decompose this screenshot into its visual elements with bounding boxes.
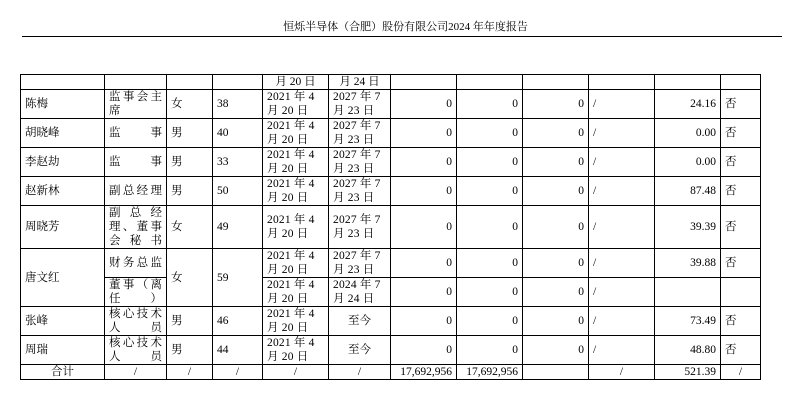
cell-name: 李赵劫: [21, 148, 105, 177]
cell-reason: /: [589, 148, 655, 177]
table-row: [21, 119, 761, 148]
cell-pay: 521.39: [655, 365, 721, 380]
cell-pay: 39.39: [655, 206, 721, 249]
cell-reason: /: [589, 249, 655, 278]
cell-age: 40: [213, 119, 263, 148]
cell-gender: 男: [167, 307, 213, 336]
table-body: [21, 90, 761, 249]
cell-b: 0: [457, 307, 523, 336]
cell-start: 2021 年 4 月 20 日: [263, 90, 329, 119]
cell-a: 0: [391, 278, 457, 307]
cell-reason: /: [589, 336, 655, 365]
cell-pay: 39.88: [655, 249, 721, 278]
cell-age: 46: [213, 307, 263, 336]
cell-age: 33: [213, 148, 263, 177]
cell-end: /: [329, 365, 391, 380]
cell-title: /: [105, 365, 167, 380]
cell-c: 0: [523, 249, 589, 278]
cell-title: 核心技术人员: [105, 307, 167, 336]
cell-a: 0: [391, 177, 457, 206]
cell-start: 2021 年 4 月 20 日: [263, 148, 329, 177]
cell-gender: 女: [167, 90, 213, 119]
cell-reason: /: [589, 90, 655, 119]
cell-related: 否: [721, 119, 761, 148]
cell-end: 2027 年 7 月 23 日: [329, 206, 391, 249]
cell-start: 月 20 日: [263, 75, 329, 90]
table-body: [21, 307, 761, 365]
cell-title: 核心技术人员: [105, 336, 167, 365]
cell-c: 0: [523, 148, 589, 177]
cell-end: 2024 年 7 月 24 日: [329, 278, 391, 307]
cell-c: 0: [523, 307, 589, 336]
cell-name: 赵新林: [21, 177, 105, 206]
cell-pay: 87.48: [655, 177, 721, 206]
cell-related: 否: [721, 206, 761, 249]
table-row: [21, 249, 761, 278]
total-label: 合计: [21, 365, 105, 380]
table-row: [21, 148, 761, 177]
table-row: [21, 75, 761, 90]
cell-title: 副总经理、董事会秘书: [105, 206, 167, 249]
cell-c: 0: [523, 119, 589, 148]
cell-end: 至今: [329, 336, 391, 365]
cell-b: 0: [457, 119, 523, 148]
cell-a: 0: [391, 206, 457, 249]
cell-b: 17,692,956: [457, 365, 523, 380]
cell-start: 2021 年 4 月 20 日: [263, 278, 329, 307]
cell-a: 0: [391, 119, 457, 148]
cell-pay: 0.00: [655, 148, 721, 177]
cell-a: 0: [391, 307, 457, 336]
table-body: [21, 249, 761, 307]
cell-c: 0: [523, 177, 589, 206]
cell-start: 2021 年 4 月 20 日: [263, 249, 329, 278]
cell-reason: /: [589, 278, 655, 307]
cell-start: /: [263, 365, 329, 380]
cell-a: 0: [391, 148, 457, 177]
cell-age: 50: [213, 177, 263, 206]
cell-start: 2021 年 4 月 20 日: [263, 177, 329, 206]
table-body: [21, 365, 761, 380]
cell-b: 0: [457, 148, 523, 177]
cell-c: 0: [523, 90, 589, 119]
cell-a: 0: [391, 336, 457, 365]
cell-pay: 24.16: [655, 90, 721, 119]
cell-end: 至今: [329, 307, 391, 336]
cell-age: /: [213, 365, 263, 380]
cell-reason: /: [589, 307, 655, 336]
header-rule: [22, 36, 782, 37]
cell-gender: 男: [167, 148, 213, 177]
cell-related: 否: [721, 148, 761, 177]
cell-b: 0: [457, 206, 523, 249]
cell-b: 0: [457, 278, 523, 307]
total-row: [21, 365, 761, 380]
cell-title: 财务总监: [105, 249, 167, 278]
cell-related: 否: [721, 336, 761, 365]
cell-title: 监事会主席: [105, 90, 167, 119]
cell-reason: /: [589, 365, 655, 380]
cell-pay: 0.00: [655, 119, 721, 148]
cell-pay: 73.49: [655, 307, 721, 336]
cell-end: 2027 年 7 月 23 日: [329, 249, 391, 278]
cell-c: 0: [523, 278, 589, 307]
cell-related: 否: [721, 90, 761, 119]
cell-start: 2021 年 4 月 20 日: [263, 336, 329, 365]
cell-gender: 男: [167, 177, 213, 206]
table-row: [21, 177, 761, 206]
cell-title: 监事: [105, 119, 167, 148]
cell-name: 陈梅: [21, 90, 105, 119]
cell-b: 0: [457, 90, 523, 119]
table-body: [21, 75, 761, 90]
cell-name: 张峰: [21, 307, 105, 336]
table-row: [21, 90, 761, 119]
cell-end: 2027 年 7 月 23 日: [329, 177, 391, 206]
cell-a: 17,692,956: [391, 365, 457, 380]
cell-gender: 女: [167, 206, 213, 249]
cell-b: 0: [457, 336, 523, 365]
cell-end: 2027 年 7 月 23 日: [329, 90, 391, 119]
cell-name: 周晓芳: [21, 206, 105, 249]
cell-c: [523, 365, 589, 380]
cell-b: 0: [457, 177, 523, 206]
cell-start: 2021 年 4 月 20 日: [263, 307, 329, 336]
cell-title: 副总经理: [105, 177, 167, 206]
personnel-table: [20, 74, 761, 380]
cell-a: 0: [391, 90, 457, 119]
cell-start: 2021 年 4 月 20 日: [263, 119, 329, 148]
cell-end: 2027 年 7 月 23 日: [329, 119, 391, 148]
cell-start: 2021 年 4 月 20 日: [263, 206, 329, 249]
cell-age: 49: [213, 206, 263, 249]
cell-reason: /: [589, 177, 655, 206]
cell-pay: 48.80: [655, 336, 721, 365]
table-row: [21, 307, 761, 336]
cell-related: 否: [721, 307, 761, 336]
cell-gender: 女: [167, 249, 213, 307]
cell-b: 0: [457, 249, 523, 278]
table-row: [21, 336, 761, 365]
cell-gender: /: [167, 365, 213, 380]
cell-pay: [655, 278, 721, 307]
page-header: 恒烁半导体（合肥）股份有限公司2024 年年度报告: [283, 21, 528, 33]
cell-gender: 男: [167, 119, 213, 148]
table-row: [21, 206, 761, 249]
cell-age: 44: [213, 336, 263, 365]
cell-c: 0: [523, 206, 589, 249]
cell-name: 唐文红: [21, 249, 105, 307]
cell-c: 0: [523, 336, 589, 365]
cell-reason: /: [589, 119, 655, 148]
cell-name: 胡晓峰: [21, 119, 105, 148]
cell-related: [721, 278, 761, 307]
cell-related: 否: [721, 177, 761, 206]
cell-a: 0: [391, 249, 457, 278]
cell-related: 否: [721, 249, 761, 278]
cell-title: 董事（离任）: [105, 278, 167, 307]
cell-end: 月 24 日: [329, 75, 391, 90]
cell-age: 59: [213, 249, 263, 307]
table-row: [21, 278, 761, 307]
cell-gender: 男: [167, 336, 213, 365]
cell-age: 38: [213, 90, 263, 119]
cell-reason: /: [589, 206, 655, 249]
cell-end: 2027 年 7 月 23 日: [329, 148, 391, 177]
cell-name: 周瑞: [21, 336, 105, 365]
cell-related: /: [721, 365, 761, 380]
cell-title: 监事: [105, 148, 167, 177]
